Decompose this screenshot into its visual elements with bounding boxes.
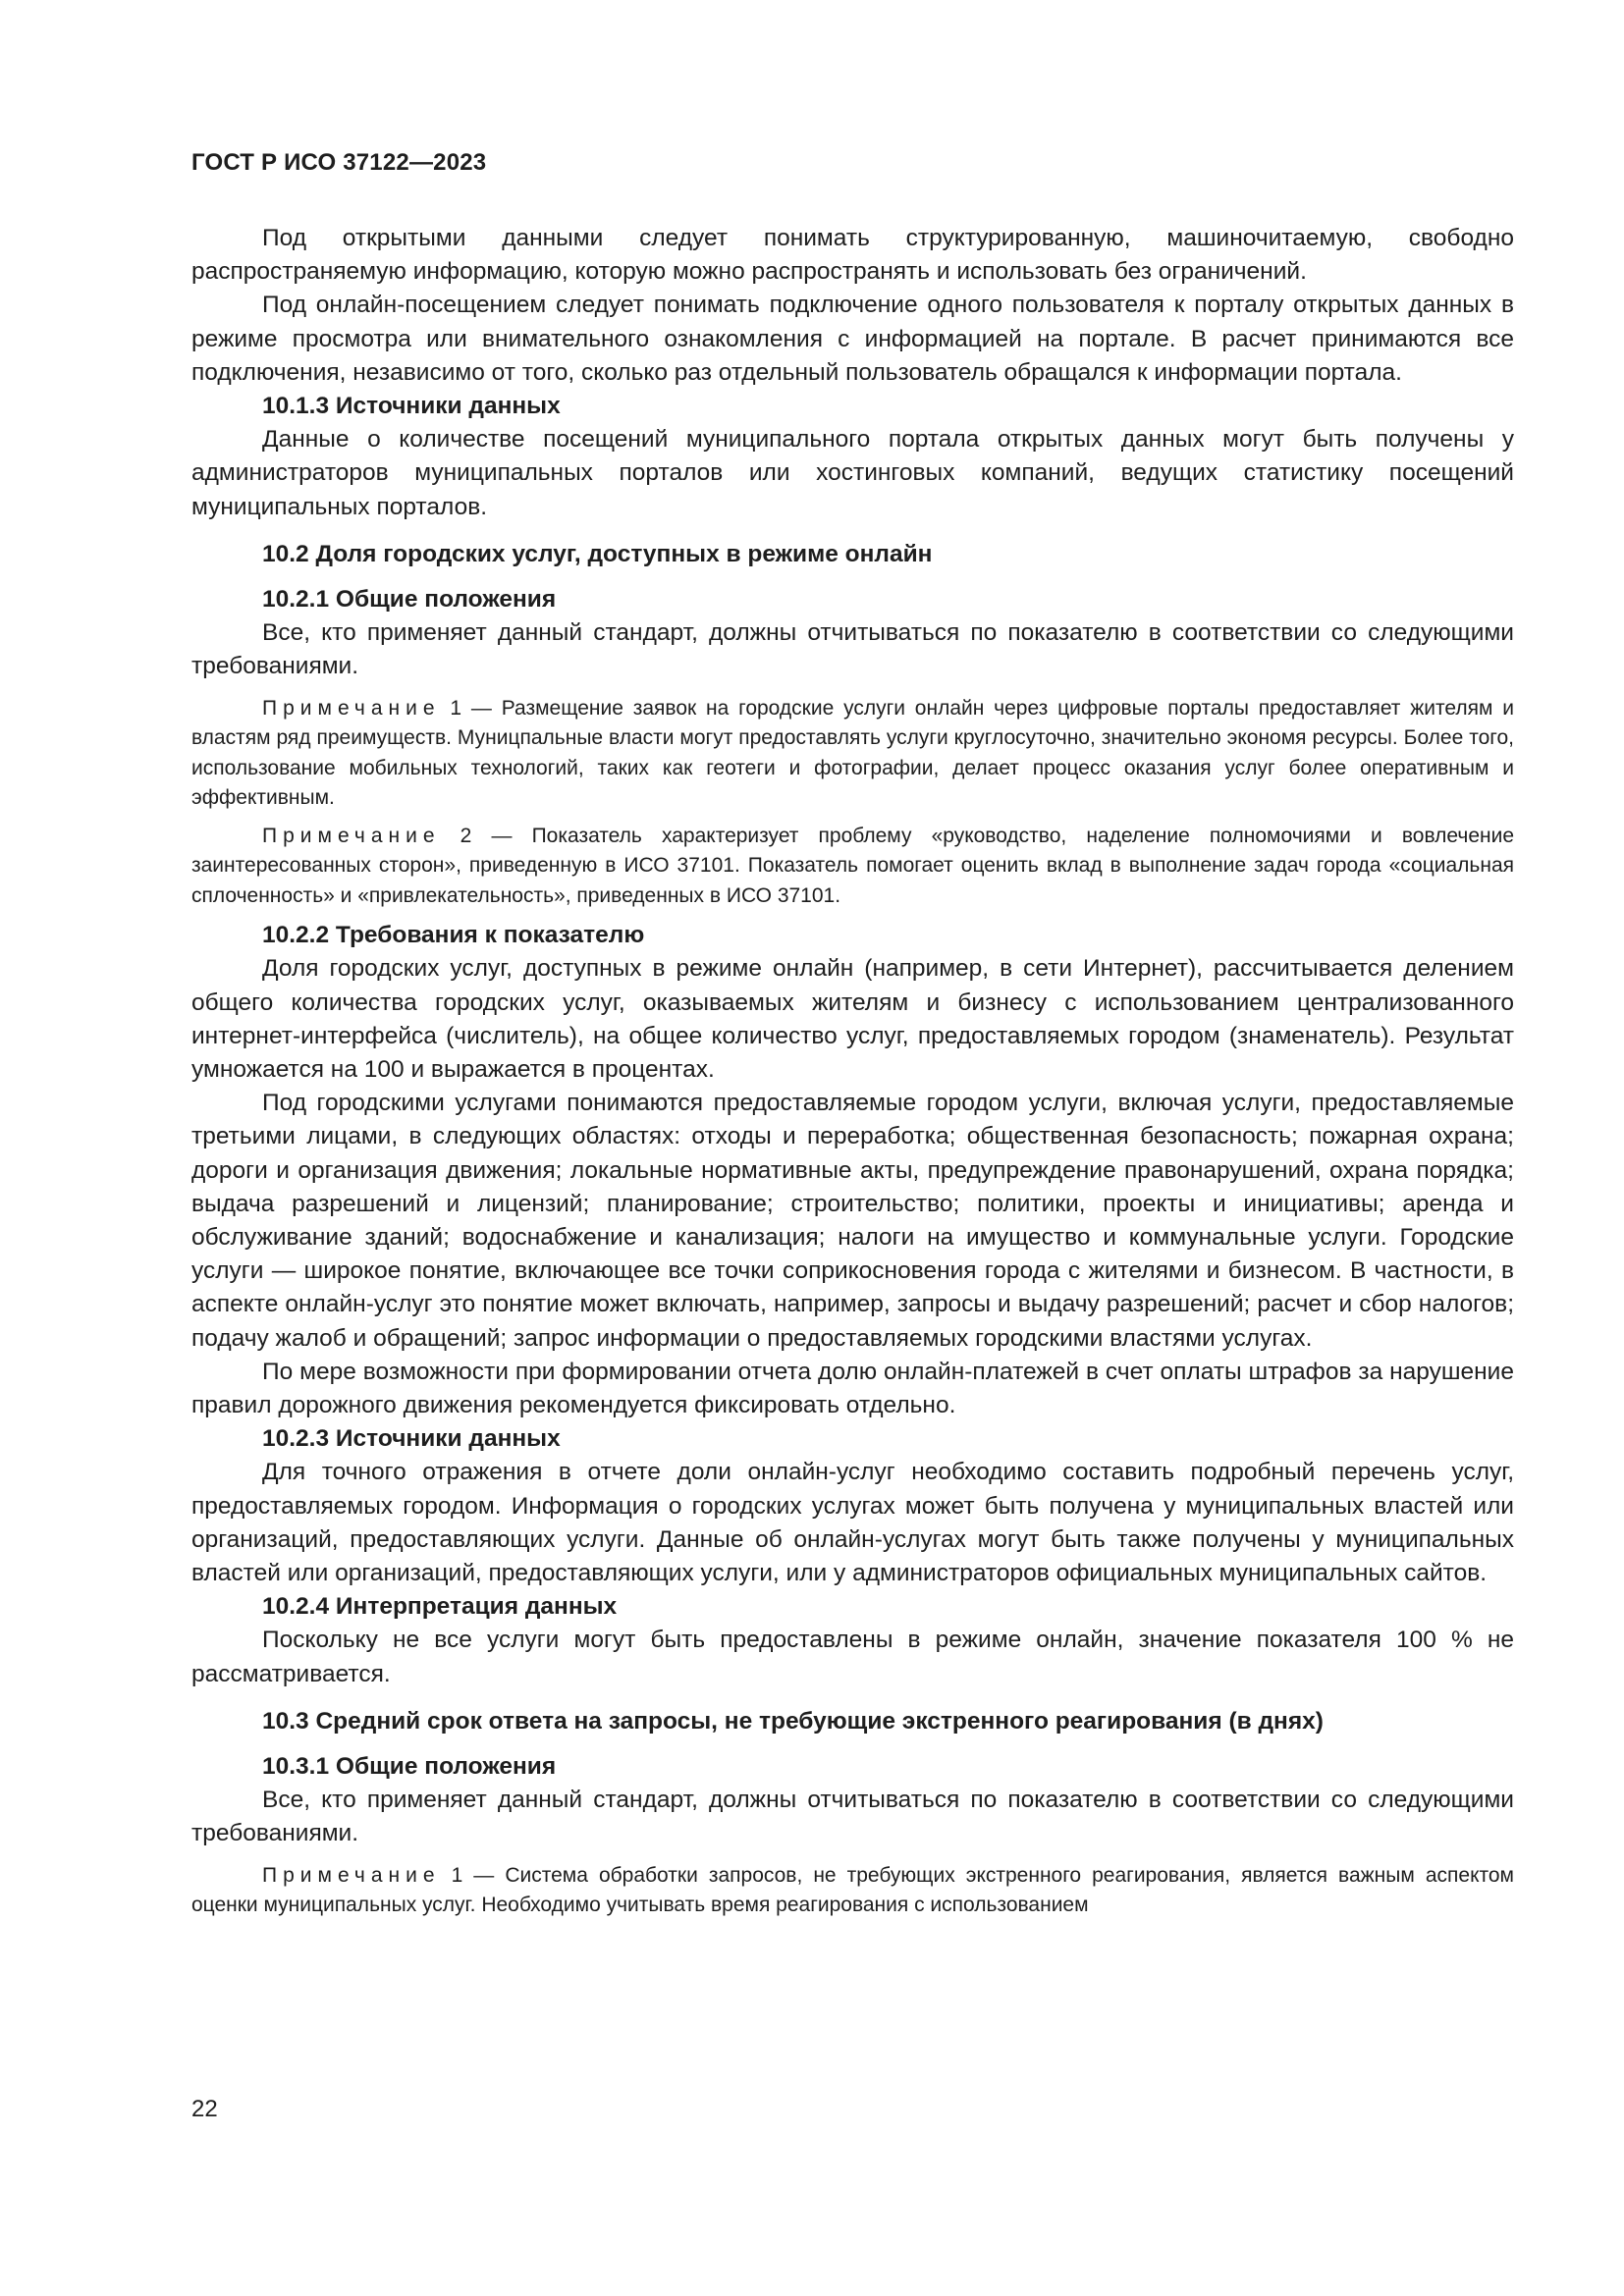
section-heading-10-3-1: 10.3.1 Общие положения [262, 1753, 557, 1781]
section-heading-10-2-4: 10.2.4 Интерпретация данных [262, 1593, 618, 1621]
paragraph: Поскольку не все услуги могут быть предоставлены в режиме онлайн, значение показателя 100 % не рассматривается. [191, 1627, 1514, 1687]
note-label: Примечание [262, 696, 441, 720]
paragraph: Под онлайн-посещением следует понимать подключение одного пользователя к порталу открытых данных в режиме просмотра или внимательного ознакомления с информацией на портале. В расчет принимаются все подключения, независимо от того, сколько раз отдельный пользователь обращался к информации портала. [191, 292, 1514, 386]
paragraph: Доля городских услуг, доступных в режиме онлайн (например, в сети Интернет), рассчитывается делением общего количества городских услуг, оказываемых жителям и бизнесу с использованием централизованного интернет-интерфейса (числитель), на общее количество услуг, предоставляемых городом (знаменатель). Результат умножается на 100 и выражается в процентах. [191, 955, 1514, 1083]
paragraph: Под открытыми данными следует понимать структурированную, машиночитаемую, свободно распространяемую информацию, которую можно распространять и использовать без ограничений. [191, 225, 1514, 286]
note-1 [191, 694, 1514, 814]
paragraph: Данные о количестве посещений муниципального портала открытых данных могут быть получены у администраторов муниципальных порталов или хостинговых компаний, ведущих статистику посещений муниципальных порталов. [191, 426, 1514, 520]
note-text: 2 — Показатель характеризует проблему «руководство, наделение полномочиями и вовлечение заинтересованных сторон», приведенную в ИСО 37101. Показатель помогает оценить вклад в выполнение задач города «социальная сплоченность» и «привлекательность», приведенных в ИСО 37101. [191, 824, 1514, 907]
paragraph: По мере возможности при формировании отчета долю онлайн-платежей в счет оплаты штрафов за нарушение правил дорожного движения рекомендуется фиксировать отдельно. [191, 1358, 1514, 1418]
page-number: 22 [191, 2096, 218, 2122]
paragraph: Для точного отражения в отчете доли онлайн-услуг необходимо составить подробный перечень услуг, предоставляемых городом. Информация о городских услугах может быть получена у муниципальных властей или организаций, предоставляющих услуги. Данные об онлайн-услугах могут быть также получены у муниципальных властей или организаций, предоставляющих услуги, или у администраторов официальных муниципальных сайтов. [191, 1459, 1514, 1586]
document-body [191, 222, 1514, 1921]
section-heading-10-2: 10.2 Доля городских услуг, доступных в режиме онлайн [262, 540, 933, 567]
note-2 [191, 822, 1514, 912]
note-label: Примечание [262, 824, 441, 847]
section-heading-10-3: 10.3 Средний срок ответа на запросы, не требующие экстренного реагирования (в днях) [262, 1707, 1324, 1735]
section-heading-10-2-1: 10.2.1 Общие положения [262, 586, 557, 614]
section-heading-10-1-3: 10.1.3 Источники данных [262, 393, 561, 420]
paragraph: Все, кто применяет данный стандарт, должны отчитываться по показателю в соответствии со следующими требованиями. [191, 619, 1514, 680]
document-header: ГОСТ Р ИСО 37122—2023 [191, 149, 487, 176]
paragraph: Под городскими услугами понимаются предоставляемые городом услуги, включая услуги, предоставляемые третьими лицами, в следующих областях: отходы и переработка; общественная безопасность; пожарная охрана; дороги и организация движения; локальные нормативные акты, предупреждение правонарушений, охрана порядка; выдача разрешений и лицензий; планирование; строительство; политики, проекты и инициативы; аренда и обслуживание зданий; водоснабжение и канализация; налоги на имущество и коммунальные услуги. Городские услуги — широкое понятие, включающее все точки соприкосновения города с жителями и бизнесом. В частности, в аспекте онлайн-услуг это понятие может включать, например, запросы и выдачу разрешений; расчет и сбор налогов; подачу жалоб и обращений; запрос информации о предоставляемых городскими властями услугах. [191, 1090, 1514, 1352]
section-heading-10-2-2: 10.2.2 Требования к показателю [262, 922, 645, 949]
section-heading-10-2-3: 10.2.3 Источники данных [262, 1425, 561, 1453]
paragraph: Все, кто применяет данный стандарт, должны отчитываться по показателю в соответствии со следующими требованиями. [191, 1787, 1514, 1847]
note-3 [191, 1861, 1514, 1921]
note-text: 1 — Система обработки запросов, не требующих экстренного реагирования, является важным аспектом оценки муниципальных услуг. Необходимо учитывать время реагирования с использованием [191, 1863, 1514, 1917]
note-text: 1 — Размещение заявок на городские услуги онлайн через цифровые порталы предоставляет жителям и властям ряд преимуществ. Муницпальные власти могут предоставлять услуги круглосуточно, значительно экономя ресурсы. Более того, использование мобильных технологий, таких как геотеги и фотографии, делает процесс оказания услуг более оперативным и эффективным. [191, 696, 1514, 810]
note-label: Примечание [262, 1863, 441, 1887]
